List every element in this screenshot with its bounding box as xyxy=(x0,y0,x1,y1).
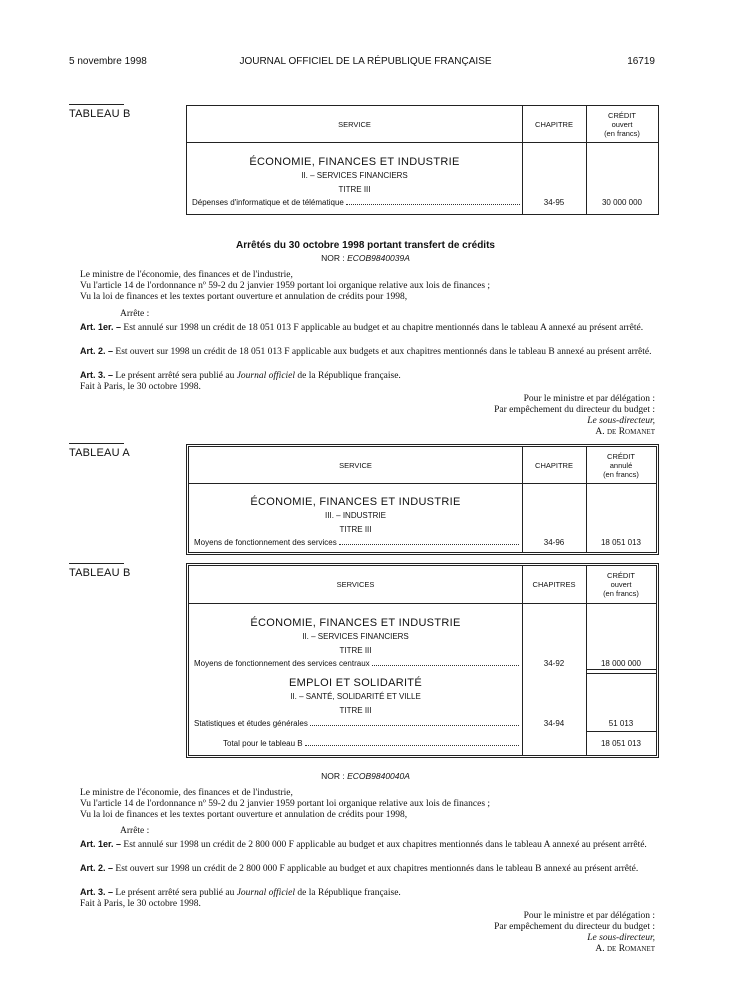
credit-table-2 xyxy=(186,444,659,555)
section-heading: II. – SANTÉ, SOLIDARITÉ ET VILLE xyxy=(290,692,421,701)
article-2: Art. 2. – Est ouvert sur 1998 un crédit de 2 800 000 F applicable au budget et aux chapitres mentionnés dans le tableau B annexé au présent arrêté. xyxy=(80,863,639,874)
article-3: Art. 3. – Le présent arrêté sera publié au Journal officiel de la République française. xyxy=(80,370,401,381)
table-label: TABLEAU A xyxy=(69,443,124,459)
signature-title: Le sous-directeur, xyxy=(587,416,655,426)
fait-a-paris: Fait à Paris, le 30 octobre 1998. xyxy=(80,382,201,392)
section-heading: II. – SERVICES FINANCIERS xyxy=(302,632,409,641)
signature-name: A. de Romanet xyxy=(595,427,655,437)
table-cell-credit: 51 013 xyxy=(608,719,634,728)
ministry-heading: ÉCONOMIE, FINANCES ET INDUSTRIE xyxy=(249,156,460,168)
signature-name: A. de Romanet xyxy=(595,944,655,954)
table-cell-credit: 30 000 000 xyxy=(601,198,643,207)
table-cell-chapitre: 34-92 xyxy=(543,659,565,668)
col-credit-header: CRÉDIT ouvert (en francs) xyxy=(604,111,640,138)
col-credit-header: CRÉDIT ouvert (en francs) xyxy=(603,571,639,598)
ministry-heading: EMPLOI ET SOLIDARITÉ xyxy=(289,677,422,689)
col-service-header: SERVICE xyxy=(339,461,372,470)
signature-line: Par empêchement du directeur du budget : xyxy=(494,405,655,415)
col-service-header: SERVICE xyxy=(338,120,371,129)
table-row-label: Dépenses d'informatique et de télématique xyxy=(192,198,520,207)
col-chapitre-header: CHAPITRE xyxy=(535,461,573,470)
section-heading: II. – SERVICES FINANCIERS xyxy=(301,171,408,180)
ministry-heading: ÉCONOMIE, FINANCES ET INDUSTRIE xyxy=(250,617,461,629)
table-cell-chapitre: 34-94 xyxy=(543,719,565,728)
col-credit-header: CRÉDIT annulé (en francs) xyxy=(603,452,639,479)
nor-reference: NOR : ECOB9840040A xyxy=(321,771,410,781)
table-label: TABLEAU B xyxy=(69,563,124,579)
credit-table-3 xyxy=(186,563,659,758)
table-cell-credit: 18 000 000 xyxy=(586,659,656,670)
table-row-label: Statistiques et études générales xyxy=(194,719,519,728)
table-cell-chapitre: 34-96 xyxy=(543,538,565,547)
arrete-word: Arrête : xyxy=(120,826,150,836)
table-cell-chapitre: 34-95 xyxy=(543,198,565,207)
col-chapitre-header: CHAPITRES xyxy=(532,580,576,589)
nor-reference: NOR : ECOB9840039A xyxy=(321,253,410,263)
header-page-number: 16719 xyxy=(627,56,655,67)
titre-heading: TITRE III xyxy=(339,706,372,715)
table-row-label: Moyens de fonctionnement des services xyxy=(194,538,519,547)
fait-a-paris: Fait à Paris, le 30 octobre 1998. xyxy=(80,899,201,909)
arrete-word: Arrête : xyxy=(120,309,150,319)
signature-line: Pour le ministre et par délégation : xyxy=(523,394,655,404)
signature-title: Le sous-directeur, xyxy=(587,933,655,943)
col-service-header: SERVICES xyxy=(336,580,375,589)
ministry-heading: ÉCONOMIE, FINANCES ET INDUSTRIE xyxy=(250,496,461,508)
titre-heading: TITRE III xyxy=(338,185,371,194)
total-credit: 18 051 013 xyxy=(600,739,642,748)
article-1: Art. 1er. – Est annulé sur 1998 un crédit de 2 800 000 F applicable au budget et aux chapitres mentionnés dans le tableau A annexé au présent arrêté. xyxy=(80,839,647,850)
col-chapitre-header: CHAPITRE xyxy=(535,120,573,129)
preamble: Le ministre de l'économie, des finances et de l'industrie, Vu l'article 14 de l'ordonnance nº 59-2 du 2 janvier 1959 portant loi organique relative aux lois de finances ; Vu la loi de finances et les textes portant ouverture et annulation de crédits pour 1998, xyxy=(80,788,491,820)
article-2: Art. 2. – Est ouvert sur 1998 un crédit de 18 051 013 F applicable aux budgets et aux chapitres mentionnés dans le tableau B annexé au présent arrêté. xyxy=(80,346,652,357)
section-heading: III. – INDUSTRIE xyxy=(325,511,386,520)
total-row-label: Total pour le tableau B xyxy=(223,739,519,748)
titre-heading: TITRE III xyxy=(339,646,372,655)
credit-table-1 xyxy=(186,105,659,215)
arrete-title: Arrêtés du 30 octobre 1998 portant transfert de crédits xyxy=(236,240,495,251)
article-3: Art. 3. – Le présent arrêté sera publié au Journal officiel de la République française. xyxy=(80,887,401,898)
table-row-label: Moyens de fonctionnement des services centraux xyxy=(194,659,519,668)
table-label: TABLEAU B xyxy=(69,104,124,120)
header-date: 5 novembre 1998 xyxy=(69,56,147,67)
signature-line: Par empêchement du directeur du budget : xyxy=(494,922,655,932)
header-journal-title: JOURNAL OFFICIEL DE LA RÉPUBLIQUE FRANÇAISE xyxy=(239,56,492,67)
titre-heading: TITRE III xyxy=(339,525,372,534)
table-cell-credit: 18 051 013 xyxy=(600,538,642,547)
signature-line: Pour le ministre et par délégation : xyxy=(523,911,655,921)
article-1: Art. 1er. – Est annulé sur 1998 un crédit de 18 051 013 F applicable au budget et au chapitre mentionnés dans le tableau A annexé au présent arrêté. xyxy=(80,322,644,333)
preamble: Le ministre de l'économie, des finances et de l'industrie, Vu l'article 14 de l'ordonnance nº 59-2 du 2 janvier 1959 portant loi organique relative aux lois de finances ; Vu la loi de finances et les textes portant ouverture et annulation de crédits pour 1998, xyxy=(80,270,491,302)
